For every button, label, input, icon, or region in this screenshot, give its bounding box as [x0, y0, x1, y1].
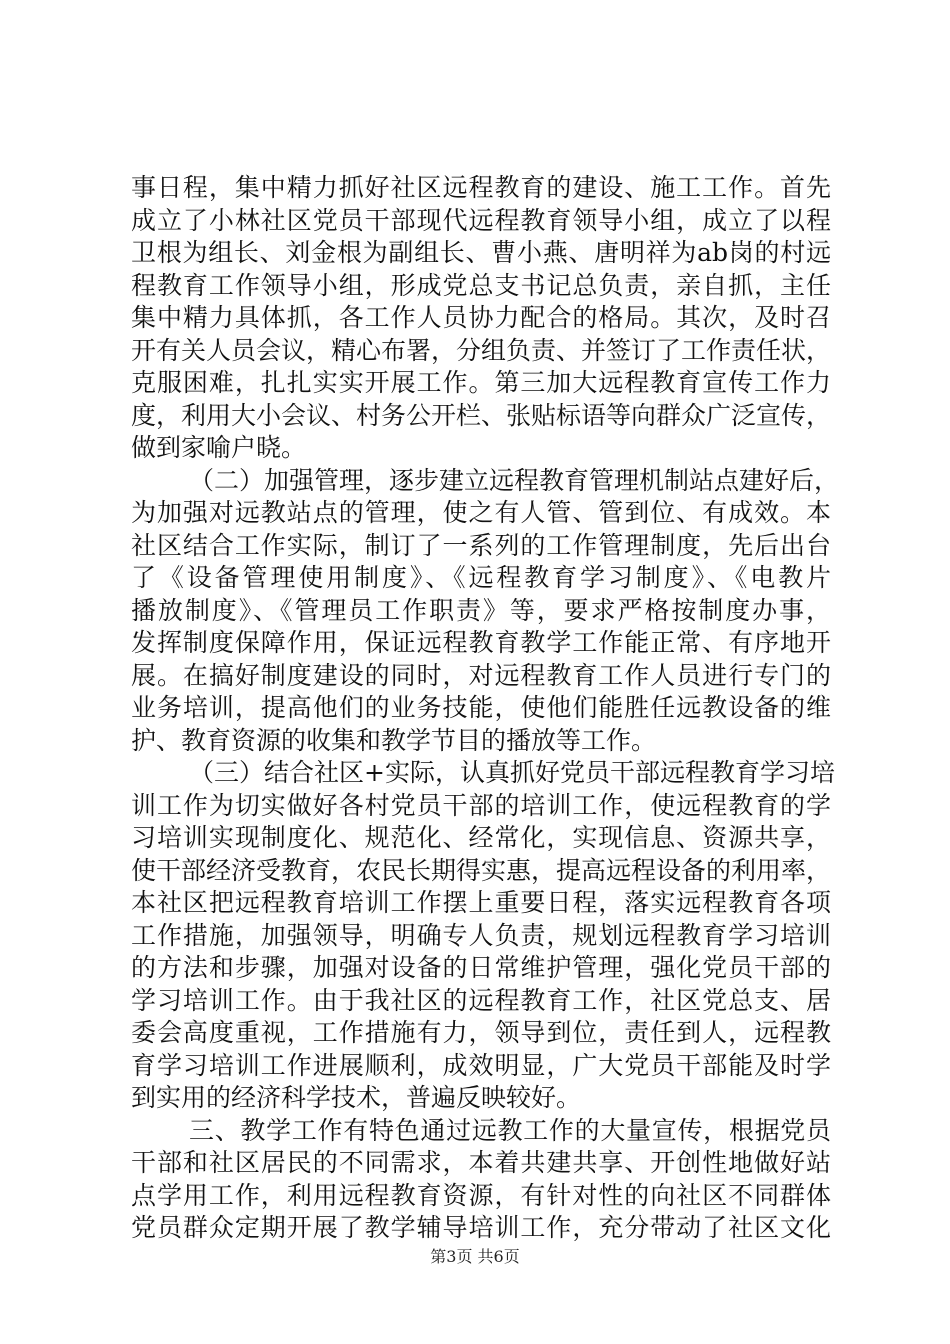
text-line: 卫根为组长、刘金根为副组长、曹小燕、唐明祥为ab岗的村远	[131, 238, 831, 267]
text-line: 克服困难，扎扎实实开展工作。第三加大远程教育宣传工作力	[131, 368, 831, 397]
text-line: 事日程，集中精力抓好社区远程教育的建设、施工工作。首先	[131, 173, 831, 202]
document-body	[131, 172, 840, 1245]
text-line: 了《设备管理使用制度》、《远程教育学习制度》、《电教片	[131, 563, 831, 592]
text-line: 干部和社区居民的不同需求，本着共建共享、开创性地做好站	[131, 1148, 831, 1177]
text-line: 委会高度重视，工作措施有力，领导到位，责任到人，远程教	[131, 1018, 831, 1047]
text-line: 本社区把远程教育培训工作摆上重要日程，落实远程教育各项	[131, 888, 831, 917]
text-line: 训工作为切实做好各村党员干部的培训工作，使远程教育的学	[131, 790, 831, 820]
text-line: 展。在搞好制度建设的同时，对远程教育工作人员进行专门的	[131, 660, 831, 690]
text-line: 习培训实现制度化、规范化、经常化，实现信息、资源共享，	[131, 823, 831, 852]
text-line: 点学用工作，利用远程教育资源，有针对性的向社区不同群体	[131, 1180, 831, 1210]
text-line: 育学习培训工作进展顺利，成效明显，广大党员干部能及时学	[131, 1050, 831, 1080]
text-line: 为加强对远教站点的管理，使之有人管、管到位、有成效。本	[131, 498, 831, 527]
text-line: 集中精力具体抓，各工作人员协力配合的格局。其次，及时召	[131, 303, 831, 332]
text-line: 开有关人员会议，精心布署，分组负责、并签订了工作责任状，	[131, 335, 832, 365]
text-line: 学习培训工作。由于我社区的远程教育工作，社区党总支、居	[131, 985, 831, 1015]
text-line: 业务培训，提高他们的业务技能，使他们能胜任远教设备的维	[131, 693, 831, 722]
text-line: 程教育工作领导小组，形成党总支书记总负责，亲自抓，主任	[131, 270, 831, 300]
text-line: 党员群众定期开展了教学辅导培训工作，充分带动了社区文化	[131, 1213, 831, 1242]
text-line: 播放制度》、《管理员工作职责》等，要求严格按制度办事，	[131, 595, 831, 625]
text-line: 的方法和步骤，加强对设备的日常维护管理，强化党员干部的	[131, 953, 831, 982]
text-line: 做到家喻户晓。	[131, 433, 307, 462]
text-line: （三）结合社区+实际，认真抓好党员干部远程教育学习培	[189, 758, 835, 787]
text-line: 度，利用大小会议、村务公开栏、张贴标语等向群众广泛宣传，	[131, 400, 832, 430]
text-line: 到实用的经济科学技术，普遍反映较好。	[131, 1083, 582, 1112]
text-line: 社区结合工作实际，制订了一系列的工作管理制度，先后出台	[131, 530, 831, 560]
page-footer: 第3页 共6页	[430, 1247, 520, 1266]
text-line: 工作措施，加强领导，明确专人负责，规划远程教育学习培训	[131, 920, 831, 950]
text-line: 成立了小林社区党员干部现代远程教育领导小组，成立了以程	[131, 205, 831, 235]
text-line: 使干部经济受教育，农民长期得实惠，提高远程设备的利用率，	[131, 855, 832, 885]
text-line: 三、教学工作有特色通过远教工作的大量宣传，根据党员	[189, 1115, 831, 1145]
text-line: 护、教育资源的收集和教学节目的播放等工作。	[131, 725, 657, 755]
text-line: （二）加强管理，逐步建立远程教育管理机制站点建好后，	[189, 465, 840, 495]
text-line: 发挥制度保障作用，保证远程教育教学工作能正常、有序地开	[131, 628, 831, 657]
